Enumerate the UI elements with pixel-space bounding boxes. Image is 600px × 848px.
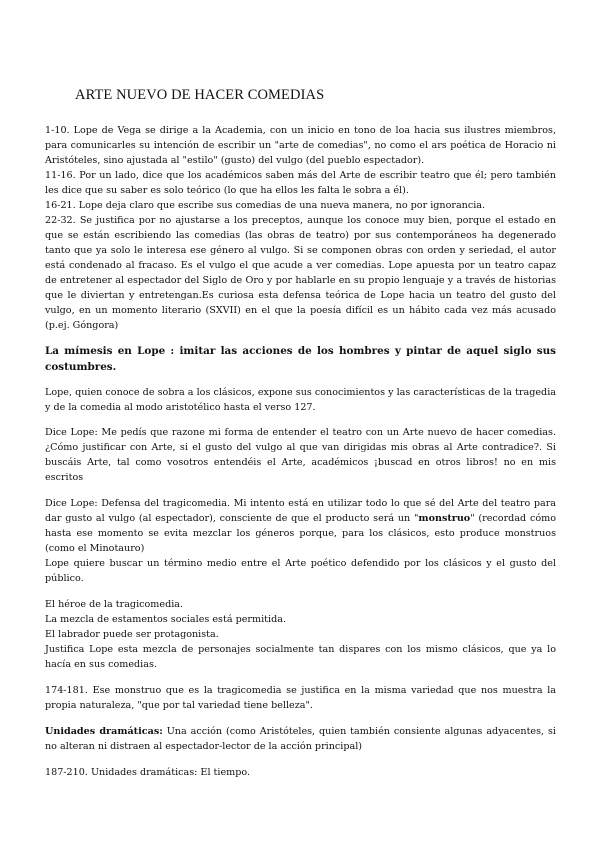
section-heading: La mímesis en Lope : imitar las acciones de los hombres y pintar de aquel siglo sus costumbres. (45, 345, 556, 373)
paragraph: El héroe de la tragicomedia. (45, 599, 184, 610)
text-run: " (recordad cómo hasta ese momento se evita mezclar los géneros porque, para los clásicos, esto produce monstruos (como el Minotauro) (45, 513, 556, 554)
paragraph: El labrador puede ser protagonista. (45, 629, 219, 640)
paragraph (45, 496, 556, 556)
paragraph: 22-32. Se justifica por no ajustarse a los preceptos, aunque los conoce muy bien, porque el estado en que se están escribiendo las comedias (las obras de teatro) por sus contemporáneos ha degenerado tanto que ya solo le interesa ese género al vulgo. Si se componen obras con orden y seriedad, el autor está condenado al fracaso. Es el vulgo el que acude a ver comedias. Lope apuesta por un teatro capaz de entretener al espectador del Siglo de Oro y por hablarle en su propio lenguaje y a través de historias que le diviertan y entretengan.Es curiosa esta defensa teórica de Lope hacia un teatro del gusto del vulgo, en un momento literario (SXVII) en el que la poesía difícil es un hábito cada vez más acusado (p.ej. Góngora) (45, 215, 556, 331)
paragraph: 174-181. Ese monstruo que es la tragicomedia se justifica en la misma variedad que nos muestra la propia naturaleza, "que por tal variedad tiene belleza". (45, 685, 556, 711)
bold-term: monstruo (418, 513, 471, 524)
paragraph: La mezcla de estamentos sociales está permitida. (45, 614, 286, 625)
paragraph: 1-10. Lope de Vega se dirige a la Academia, con un inicio en tono de loa hacia sus ilustres miembros, para comunicarles su intención de escribir un "arte de comedias", no como el ars poética de Horacio ni Aristóteles, sino ajustada al "estilo" (gusto) del vulgo (del pueblo espectador). (45, 125, 556, 166)
paragraph: Lope, quien conoce de sobra a los clásicos, expone sus conocimientos y las características de la tragedia y de la comedia al modo aristotélico hasta el verso 127. (45, 387, 556, 413)
paragraph: Lope quiere buscar un término medio entre el Arte poético defendido por los clásicos y el gusto del público. (45, 558, 556, 584)
document-body (45, 123, 556, 780)
paragraph (45, 724, 556, 754)
paragraph: Dice Lope: Me pedís que razone mi forma de entender el teatro con un Arte nuevo de hacer comedias. ¿Cómo justificar con Arte, si el gusto del vulgo al que van dirigidas mis obras al Arte contradice?. Si buscáis Arte, tal como vosotros entendéis el Arte, académicos ¡buscad en otros libros! no en mis escritos (45, 427, 556, 483)
page-title: ARTE NUEVO DE HACER COMEDIAS (75, 87, 325, 103)
paragraph: 11-16. Por un lado, dice que los académicos saben más del Arte de escribir teatro que él; pero también les dice que su saber es solo teórico (lo que ha ellos les falta le sobra a él). (45, 170, 556, 196)
text-run: Dice Lope: Defensa del tragicomedia. Mi intento está en utilizar todo lo que sé del Arte del teatro para dar gusto al vulgo (al espectador), consciente de que el producto será un " (45, 498, 556, 524)
paragraph: Justifica Lope esta mezcla de personajes socialmente tan dispares con los mismo clásicos, que ya lo hacía en sus comedias. (45, 644, 556, 670)
text-run: Una acción (como Aristóteles, quien también consiente algunas adyacentes, si no alteran ni distraen al espectador-lector de la acción principal) (45, 726, 556, 752)
paragraph: 187-210. Unidades dramáticas: El tiempo. (45, 767, 251, 778)
paragraph: 16-21. Lope deja claro que escribe sus comedias de una nueva manera, no por ignorancia. (45, 200, 486, 211)
bold-term: Unidades dramáticas: (45, 726, 163, 737)
